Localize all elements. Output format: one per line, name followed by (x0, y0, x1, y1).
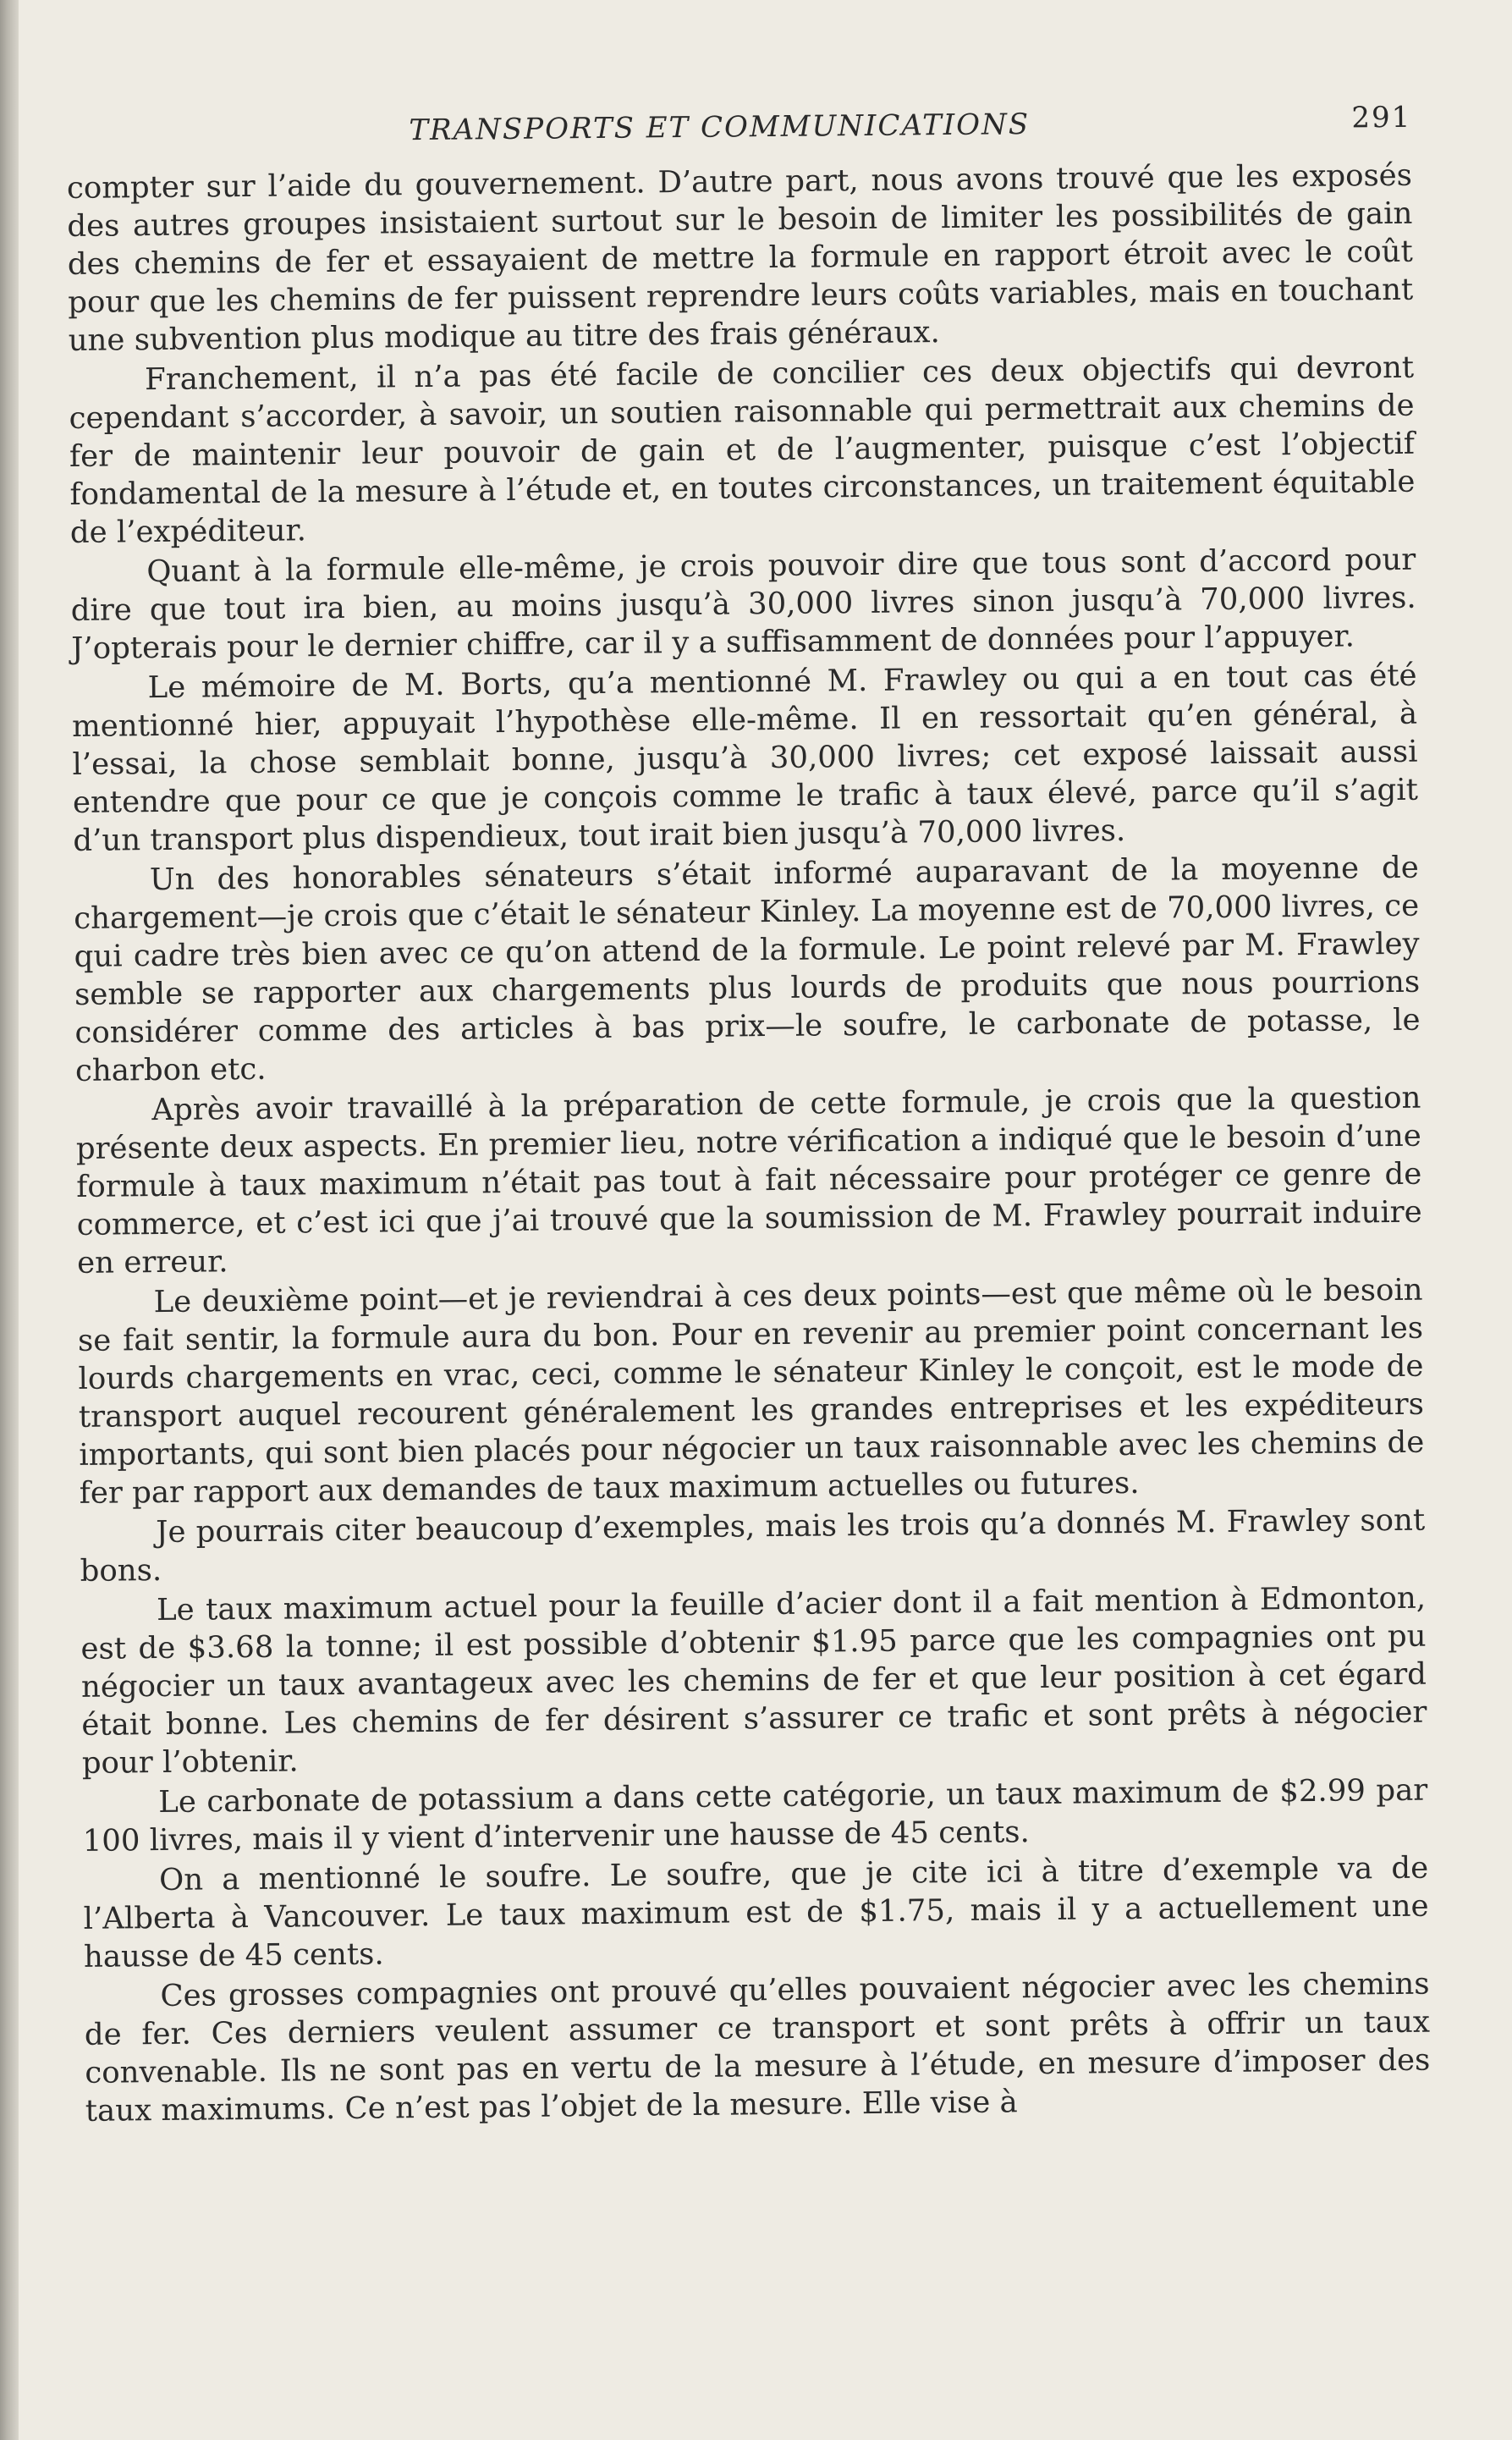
paragraph-1: compter sur l’aide du gouvernement. D’autre part, nous avons trouvé que les exposés des autres groupes insistaient surtout sur le besoin de limiter les possibilités de gain des chemins de fer et essayaient de mettre la formule en rapport étroit avec le coût pour que les chemins de fer puissent reprendre leurs coûts variables, mais en touchant une subvention plus modique au titre des frais généraux. (66, 157, 1414, 358)
book-spine-shadow (0, 0, 19, 2440)
paragraph-7: Le deuxième point—et je reviendrai à ces deux points—est que même où le besoin se fait sentir, la formule aura du bon. Pour en revenir au premier point concernant les lourds chargements en vrac, ceci, comme le sénateur Kinley le conçoit, est le mode de transport auquel recourent généralement les grandes entreprises et les expéditeurs importants, qui sont bien placés pour négocier un taux raisonnable avec les chemins de fer par rapport aux demandes de taux maximum actuelles ou futures. (77, 1272, 1425, 1511)
paragraph-2: Franchement, il n’a pas été facile de concilier ces deux objectifs qui devront cependant s’accorder, à savoir, un soutien raisonnable qui permettrait aux chemins de fer de maintenir leur pouvoir de gain et de l’augmenter, puisque c’est l’objectif fondamental de la mesure à l’étude et, en toutes circonstances, un traitement équitable de l’expéditeur. (69, 350, 1416, 550)
paragraph-10: Le carbonate de potassium a dans cette catégorie, un taux maximum de $2.99 par 100 livres, mais il y vient d’intervenir une hausse de 45 cents. (82, 1772, 1428, 1859)
page-number: 291 (1351, 100, 1412, 135)
paragraph-9: Le taux maximum actuel pour la feuille d’acier dont il a fait mention à Edmonton, est de $3.68 la tonne; il est possible d’obtenir $1.95 parce que les compagnies ont pu négocier un taux avantageux avec les chemins de fer et que leur position à cet égard était bonne. Les chemins de fer désirent s’assurer ce trafic et sont prêts à négocier pour l’obtenir. (80, 1580, 1427, 1781)
paragraph-12: Ces grosses compagnies ont prouvé qu’elles pouvaient négocier avec les chemins de fer. Ces derniers veulent assumer ce transport et sont prêts à offrir un taux convenable. Ils ne sont pas en vertu de la mesure à l’étude, en mesure d’imposer des taux maximums. Ce n’est pas l’objet de la mesure. Elle vise à (84, 1966, 1431, 2129)
paragraph-3: Quant à la formule elle-même, je crois pouvoir dire que tous sont d’accord pour dire que tout ira bien, au moins jusqu’à 30,000 livres sinon jusqu’à 70,000 livres. J’opterais pour le dernier chiffre, car il y a suffisamment de données pour l’appuyer. (70, 542, 1416, 666)
paragraph-6: Après avoir travaillé à la préparation de cette formule, je crois que la question présente deux aspects. En premier lieu, notre vérification a indiqué que le besoin d’une formule à taux maximum n’était pas tout à fait nécessaire pour protéger ce genre de commerce, et c’est ici que j’ai trouvé que la soumission de M. Frawley pourrait induire en erreur. (75, 1080, 1422, 1281)
paragraph-8: Je pourrais citer beaucoup d’exemples, mais les trois qu’a donnés M. Frawley sont bons. (80, 1502, 1426, 1589)
paragraph-5: Un des honorables sénateurs s’était informé auparavant de la moyenne de chargement—je crois que c’était le sénateur Kinley. La moyenne est de 70,000 livres, ce qui cadre très bien avec ce qu’on attend de la formule. Le point relevé par M. Frawley semble se rapporter aux chargements plus lourds de produits que nous pourrions considérer comme des articles à bas prix—le soufre, le carbonate de potasse, le charbon etc. (74, 850, 1421, 1088)
running-header (66, 89, 1412, 169)
page (66, 89, 1431, 2132)
paragraph-4: Le mémoire de M. Borts, qu’a mentionné M. Frawley ou qui a en tout cas été mentionné hier, appuyait l’hypothèse elle-même. Il en ressortait qu’en général, à l’essai, la chose semblait bonne, jusqu’à 30,000 livres; cet exposé laissait aussi entendre que pour ce que je conçois comme le trafic à taux élevé, parce qu’il s’agit d’un transport plus dispendieux, tout irait bien jusqu’à 70,000 livres. (71, 658, 1419, 858)
paragraph-11: On a mentionné le soufre. Le soufre, que je cite ici à titre d’exemple va de l’Alberta à Vancouver. Le taux maximum est de $1.75, mais il y a actuellement une hausse de 45 cents. (83, 1850, 1429, 1975)
body-text (67, 157, 1431, 2130)
running-title: TRANSPORTS ET COMMUNICATIONS (409, 107, 1031, 148)
